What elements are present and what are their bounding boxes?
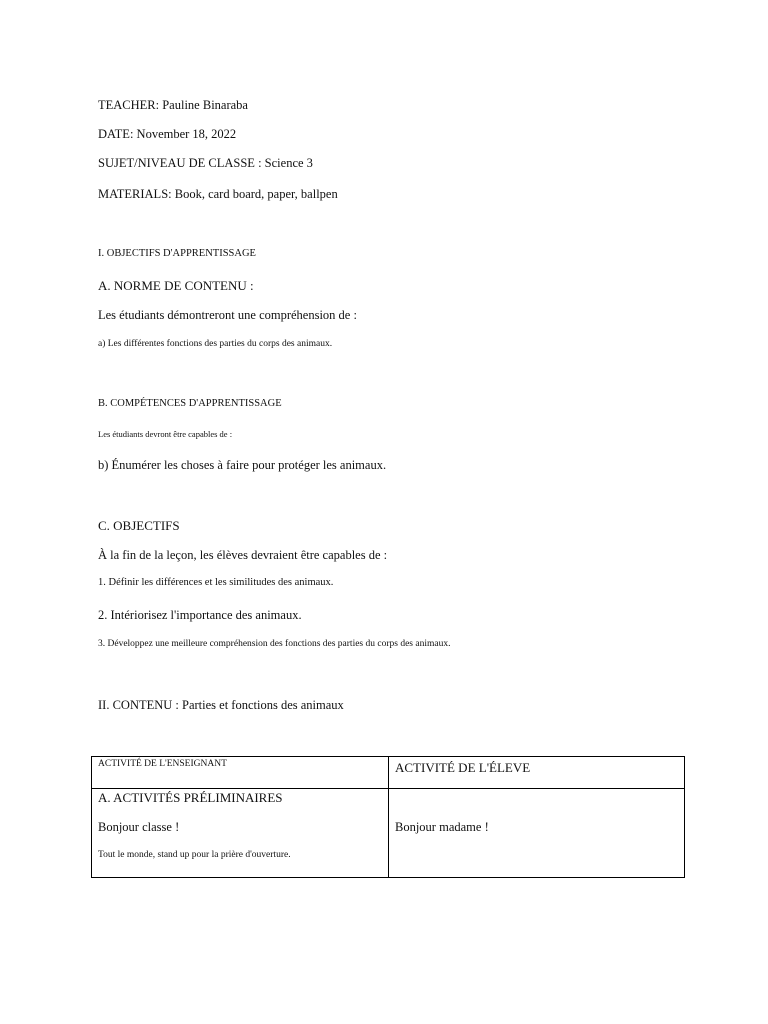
content-standard-intro: Les étudiants démontreront une compréhension de : <box>98 308 357 322</box>
objective-item: 1. Définir les différences et les similitudes des animaux. <box>98 577 334 588</box>
objective-item: 2. Intériorisez l'importance des animaux. <box>98 608 302 622</box>
objectives-intro: À la fin de la leçon, les élèves devraient être capables de : <box>98 548 388 562</box>
preliminary-activities-heading: A. ACTIVITÉS PRÉLIMINAIRES <box>98 790 283 805</box>
table-row-divider <box>92 788 684 789</box>
competencies-intro: Les étudiants devront être capables de : <box>98 429 233 439</box>
teacher-greeting: Bonjour classe ! <box>98 820 180 834</box>
teacher-instruction: Tout le monde, stand up pour la prière d'ouverture. <box>98 850 291 860</box>
teacher-activity-header: ACTIVITÉ DE L'ENSEIGNANT <box>98 759 227 769</box>
section-2-heading: II. CONTENU : Parties et fonctions des animaux <box>98 698 344 712</box>
teacher-line: TEACHER: Pauline Binaraba <box>98 98 248 112</box>
competencies-item: b) Énumérer les choses à faire pour protéger les animaux. <box>98 458 387 472</box>
materials-line: MATERIALS: Book, card board, paper, ballpen <box>98 187 338 201</box>
subject-line: SUJET/NIVEAU DE CLASSE : Science 3 <box>98 156 313 170</box>
content-standard-item: a) Les différentes fonctions des parties du corps des animaux. <box>98 339 333 349</box>
activity-table <box>91 756 685 878</box>
objective-item: 3. Développez une meilleure compréhension des fonctions des parties du corps des animaux. <box>98 639 451 649</box>
student-activity-header: ACTIVITÉ DE L'ÉLEVE <box>395 760 531 775</box>
student-greeting: Bonjour madame ! <box>395 820 489 834</box>
date-line: DATE: November 18, 2022 <box>98 127 237 141</box>
content-standard-heading: A. NORME DE CONTENU : <box>98 278 254 293</box>
objectives-heading: C. OBJECTIFS <box>98 518 180 533</box>
section-1-heading: I. OBJECTIFS D'APPRENTISSAGE <box>98 248 256 259</box>
competencies-heading: B. COMPÉTENCES D'APPRENTISSAGE <box>98 398 282 409</box>
table-column-divider <box>388 757 389 877</box>
